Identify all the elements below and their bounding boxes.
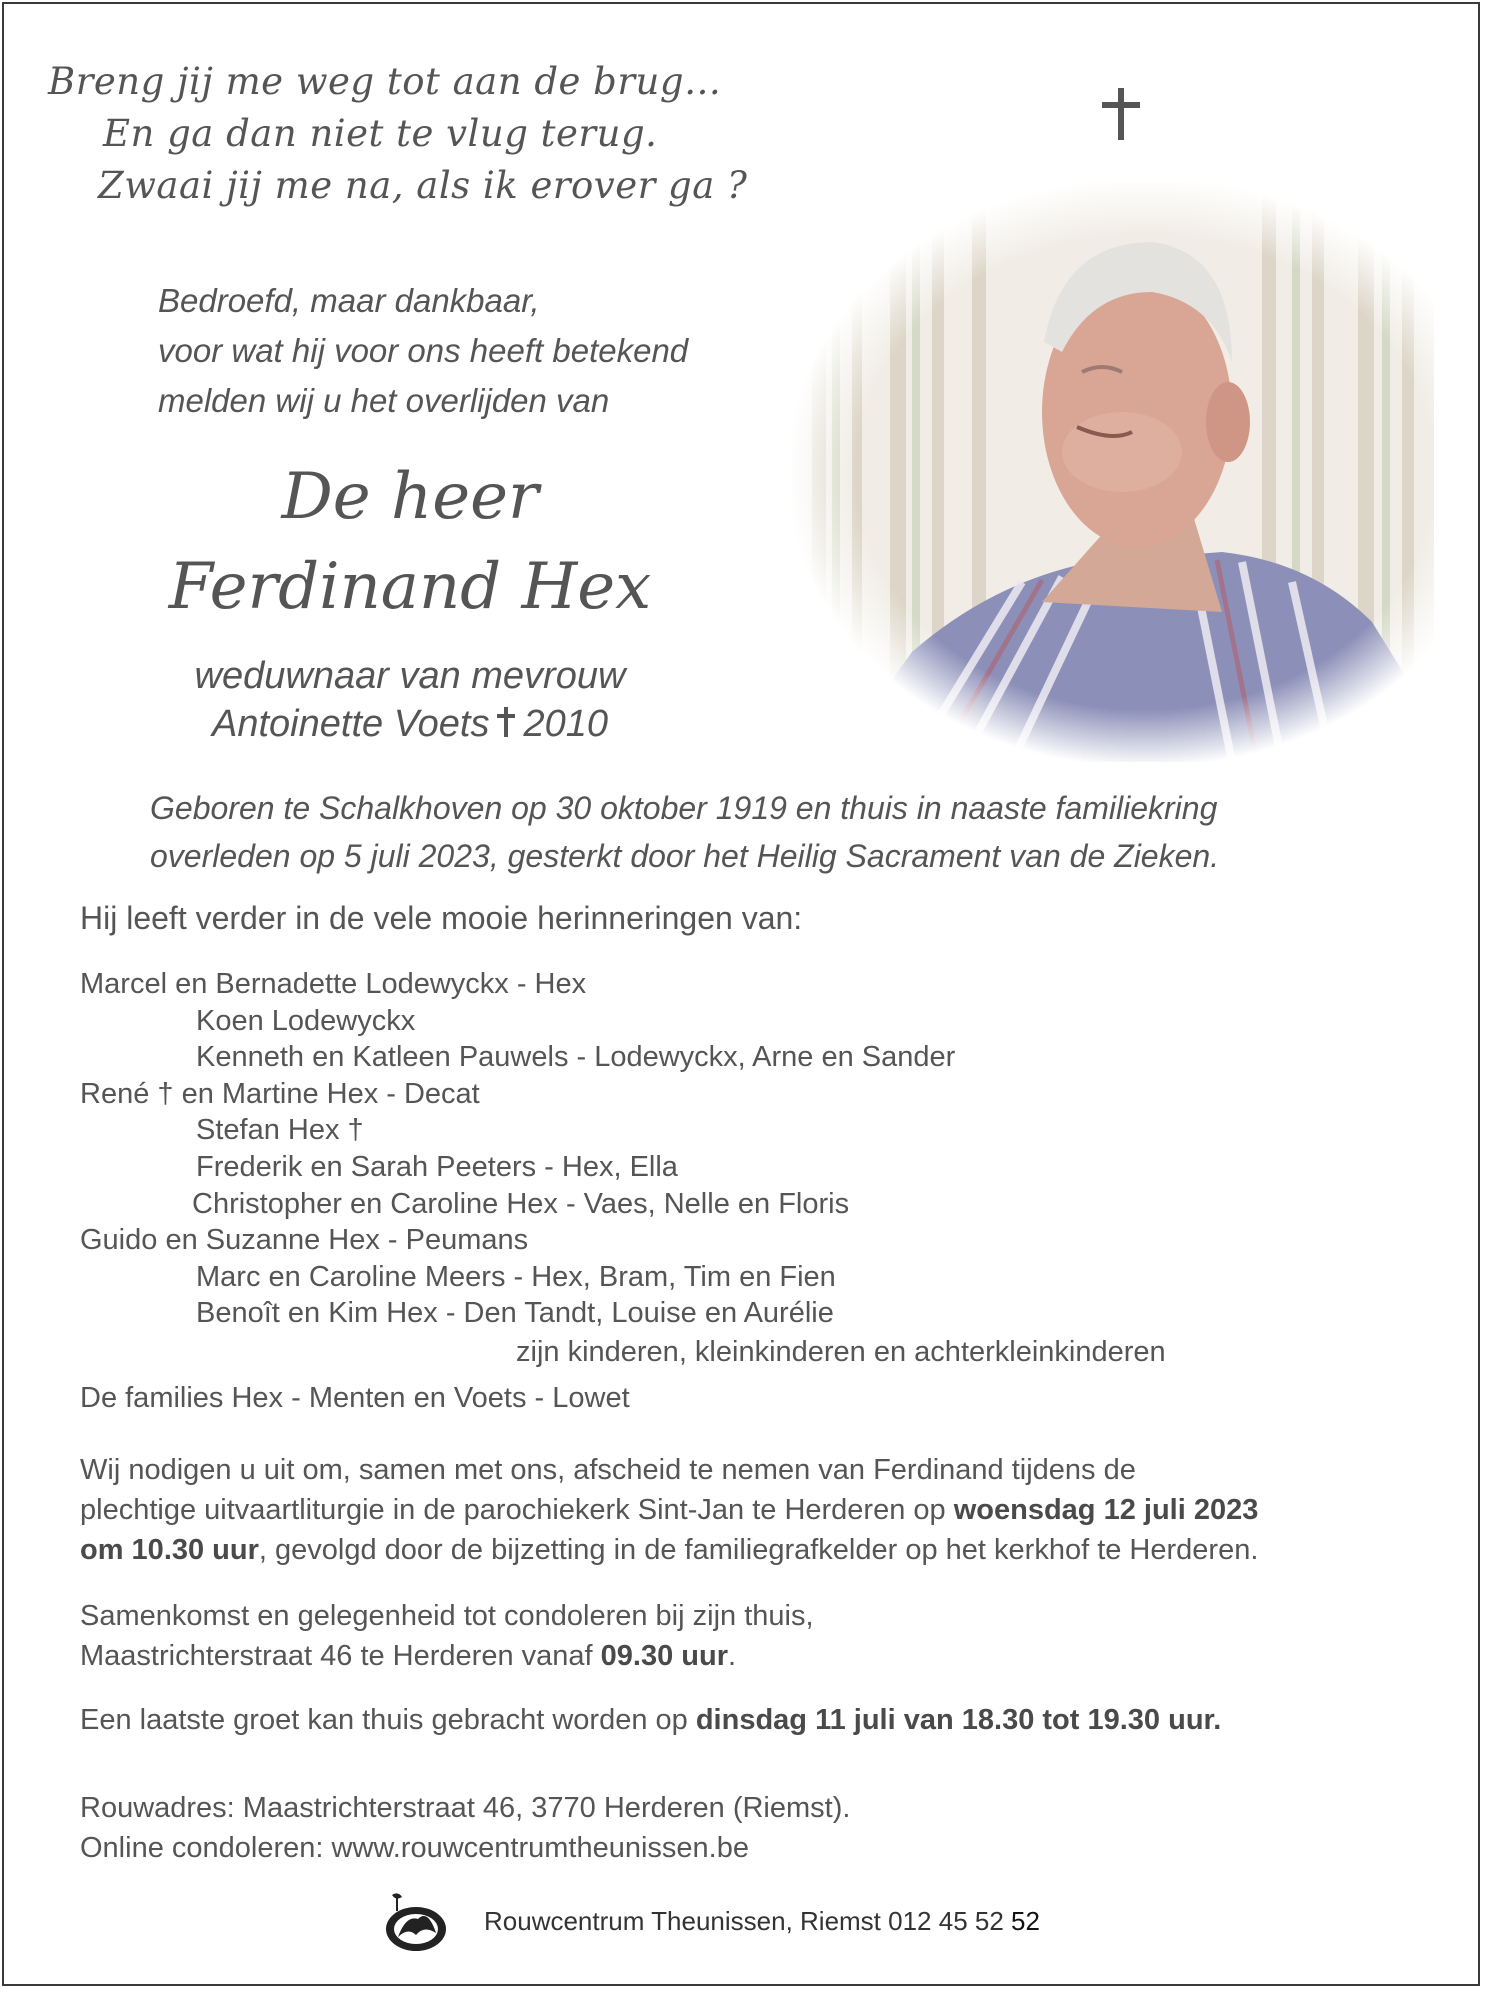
widower-of [80,652,740,748]
condolence-gathering [80,1596,814,1676]
funeral-text: , gevolgd door de bijzetting in de familiegrafkelder op het kerkhof te Herderen. [258,1534,1259,1566]
deceased-name: Ferdinand Hex [168,550,652,624]
family-line: Guido en Suzanne Hex - Peumans [80,1224,529,1257]
deceased-name-block [70,452,750,632]
contact-info [80,1788,850,1868]
family-line: Marc en Caroline Meers - Hex, Bram, Tim en Fien [196,1260,836,1293]
deceased-title: De heer [281,460,539,534]
family-list [80,966,955,1332]
portrait-photo [792,182,1434,762]
farewell-line [80,1700,1221,1740]
family-line: René † en Martine Hex - Decat [80,1077,480,1110]
funeral-time: om 10.30 uur [80,1534,259,1566]
extended-families: De families Hex - Menten en Voets - Lowet [80,1382,630,1414]
funeral-line [80,1490,1258,1530]
spouse-death-year: 2010 [523,703,608,745]
mourning-address: Rouwadres: Maastrichterstraat 46, 3770 Herderen (Riemst). [80,1792,851,1824]
widower-spouse-line [80,700,740,748]
funeral-date: woensdag 12 juli 2023 [953,1494,1259,1526]
farewell-visit [80,1700,1221,1740]
poem-line: En ga dan niet te vlug terug. [103,112,658,155]
phone-end: 52 [1011,1905,1040,1936]
relation-caption: zijn kinderen, kleinkinderen en achterkleinkinderen [516,1336,1166,1368]
family-line: Kenneth en Katleen Pauwels - Lodewyckx, Arne en Sander [196,1041,956,1074]
funeral-home-logo-icon [384,1889,448,1953]
family-line: Frederik en Sarah Peeters - Hex, Ella [196,1150,678,1183]
death-line: overleden op 5 juli 2023, gesterkt door het Heilig Sacrament van de Zieken. [150,838,1220,874]
announcement-intro [158,276,688,426]
intro-line: voor wat hij voor ons heeft betekend [158,332,689,369]
family-lead: Hij leeft verder in de vele mooie herinneringen van: [80,900,803,936]
gathering-time: 09.30 uur [600,1640,728,1672]
online-condolence-link[interactable]: Online condoleren: www.rouwcentrumtheunissen.be [80,1832,749,1864]
spouse-name: Antoinette Voets [212,703,490,745]
birth-line: Geboren te Schalkhoven op 30 oktober 1919 en thuis in naaste familiekring [150,790,1218,826]
family-line: Stefan Hex † [196,1114,364,1147]
poem-line: Breng jij me weg tot aan de brug… [48,60,722,103]
gathering-line: Samenkomst en gelegenheid tot condoleren bij zijn thuis, [80,1600,814,1632]
farewell-text: Een laatste groet kan thuis gebracht worden op [80,1704,696,1736]
funeral-line: Wij nodigen u uit om, samen met ons, afscheid te nemen van Ferdinand tijdens de [80,1454,1136,1486]
birth-death-details [150,784,1219,880]
funeral-line [80,1530,1258,1570]
intro-line: Bedroefd, maar dankbaar, [158,282,540,319]
gathering-text: . [727,1640,737,1672]
funeral-home-text: Rouwcentrum Theunissen, Riemst 012 45 52 [484,1905,1004,1936]
widower-line: weduwnaar van mevrouw [194,655,626,697]
intro-line: melden wij u het overlijden van [158,382,610,419]
poem [48,56,747,212]
family-line: Benoît en Kim Hex - Den Tandt, Louise en Aurélie [196,1297,834,1330]
farewell-time: dinsdag 11 juli van 18.30 tot 19.30 uur. [695,1704,1222,1736]
funeral-text: plechtige uitvaartliturgie in de parochiekerk Sint-Jan te Herderen op [80,1494,954,1526]
gathering-text: Maastrichterstraat 46 te Herderen vanaf [80,1640,601,1672]
gathering-line [80,1636,814,1676]
family-line: Christopher en Caroline Hex - Vaes, Nelle en Floris [192,1187,850,1220]
cross-icon [495,706,517,738]
funeral-invitation [80,1450,1258,1570]
family-line: Marcel en Bernadette Lodewyckx - Hex [80,968,587,1000]
funeral-home-name [484,1906,1040,1937]
poem-line: Zwaai jij me na, als ik erover ga ? [98,164,748,207]
cross-icon [1098,84,1144,144]
footer [384,1888,1040,1954]
family-line: Koen Lodewyckx [196,1004,416,1037]
